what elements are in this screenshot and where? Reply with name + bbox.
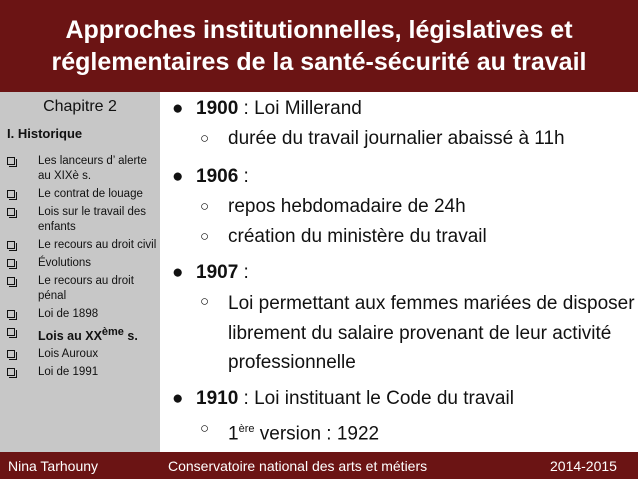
entry-1906 — [172, 166, 249, 188]
checkbox-icon — [7, 328, 15, 336]
section-label: I. Historique — [7, 126, 83, 141]
sub-text-rest: version : 1922 — [254, 423, 380, 445]
sub-text-number: 1 — [228, 423, 239, 445]
sidebar-item — [7, 307, 157, 322]
sidebar-item-label: Le contrat de louage — [38, 188, 143, 200]
checkbox-icon — [7, 259, 15, 267]
entry-year: 1910 — [196, 388, 239, 409]
sidebar-item-label: Lois Auroux — [38, 348, 99, 361]
sidebar-item-label: Lois au XX — [38, 329, 102, 344]
circle-bullet-icon: ○ — [200, 293, 210, 310]
slide-header — [0, 0, 638, 92]
sidebar-item-label: Le recours au droit pénal — [38, 275, 134, 302]
entry-1907 — [172, 262, 249, 284]
sidebar-item-suffix: s. — [123, 329, 138, 344]
sidebar-item-label: Les lanceurs d’ alerte au XIXè s. — [38, 155, 147, 182]
checkbox-icon — [7, 157, 15, 165]
checkbox-icon — [7, 310, 15, 318]
circle-bullet-icon: ○ — [200, 130, 210, 147]
sidebar-item-label: Évolutions — [38, 257, 92, 269]
sidebar-item — [7, 238, 157, 253]
sidebar-item — [7, 256, 157, 271]
sidebar-item-label: Le recours au droit civil — [38, 239, 157, 251]
sidebar-item-label: Loi de 1898 — [38, 308, 99, 320]
sub-item-text: création du ministère du travail — [228, 226, 487, 247]
sub-item-text: repos hebdomadaire de 24h — [228, 196, 466, 217]
slide-title-line2: réglementaires de la santé-sécurité au travail — [51, 48, 587, 76]
bullet-icon: ● — [172, 388, 184, 409]
sub-item-text: Loi permettant aux femmes mariées de disposer librement du salaire provenant de leur activité professionnelle — [228, 293, 635, 373]
superscript: ère — [238, 423, 255, 435]
sub-item-text — [228, 416, 379, 447]
slide-title-line1: Approches institutionnelles, législatives et — [65, 16, 573, 44]
entry-year: 1906 — [196, 166, 239, 187]
sidebar-item — [7, 365, 157, 380]
sidebar-item — [7, 187, 157, 202]
checkbox-icon — [7, 368, 15, 376]
footer-institution: Conservatoire national des arts et métiers — [168, 458, 428, 474]
bullet-icon: ● — [172, 166, 184, 187]
checkbox-icon — [7, 241, 15, 249]
entry-text: : Loi instituant le Code du travail — [238, 388, 514, 409]
entry-text: : — [238, 262, 249, 283]
sidebar-list — [7, 154, 157, 383]
footer-years: 2014-2015 — [550, 458, 617, 474]
sidebar-item — [7, 205, 157, 235]
sidebar — [0, 92, 160, 452]
entry-1910 — [172, 388, 514, 410]
slide-footer — [0, 452, 638, 479]
sidebar-item-label: Loi de 1991 — [38, 366, 99, 379]
footer-author: Nina Tarhouny — [8, 458, 99, 474]
circle-bullet-icon: ○ — [200, 420, 210, 437]
sidebar-item — [7, 347, 157, 362]
sidebar-item-label: Lois sur le travail des enfants — [38, 206, 147, 233]
entry-1900 — [172, 98, 362, 120]
entry-text: : — [238, 166, 249, 187]
circle-bullet-icon: ○ — [200, 228, 210, 245]
chapter-label: Chapitre 2 — [43, 98, 117, 115]
checkbox-icon — [7, 208, 15, 216]
checkbox-icon — [7, 277, 15, 285]
sub-item-text: durée du travail journalier abaissé à 11h — [228, 128, 565, 149]
entry-text: : Loi Millerand — [238, 98, 362, 119]
superscript: ème — [101, 326, 124, 338]
main-content — [160, 92, 638, 452]
entry-year: 1900 — [196, 98, 239, 119]
checkbox-icon — [7, 190, 15, 198]
sidebar-item — [7, 274, 157, 304]
entry-year: 1907 — [196, 262, 239, 283]
bullet-icon: ● — [172, 98, 184, 119]
bullet-icon: ● — [172, 262, 184, 283]
circle-bullet-icon: ○ — [200, 198, 210, 215]
sidebar-item-current — [7, 325, 157, 344]
sidebar-item — [7, 154, 157, 184]
checkbox-icon — [7, 350, 15, 358]
